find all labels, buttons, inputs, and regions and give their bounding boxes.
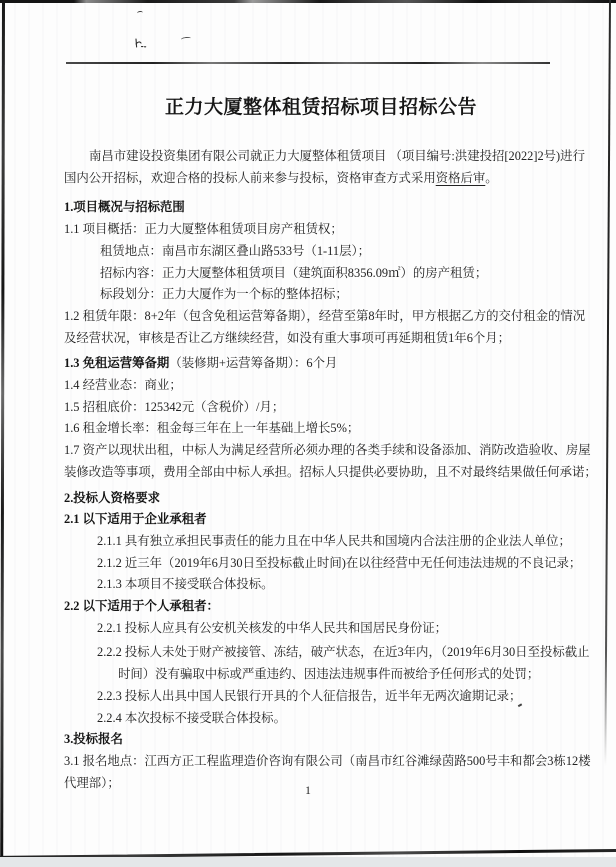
doc-line (64, 328, 556, 350)
text-segment: 装修改造等事项，费用全部由中标人承担。招标人只提供必要协助，且不对最终结果做任何承诺； (64, 464, 597, 479)
text-segment: 2.1 以下适用于企业承租者 (64, 512, 207, 527)
text-segment: 2.1.3 本项目不接受联合体投标。 (97, 577, 274, 592)
text-segment: 招标内容：正力大厦整体租赁项目（建筑面积8356.09㎡）的房产租赁； (100, 265, 488, 280)
doc-line (64, 664, 556, 686)
doc-line (64, 146, 585, 168)
doc-line (64, 488, 556, 510)
doc-line (64, 686, 556, 708)
doc-line (64, 263, 556, 285)
text-segment: 南昌市建设投资集团有限公司就正力大厦整体租赁项目 （项目编号:洪建投招[2022]2号)进行 (89, 149, 585, 163)
text-segment: 1.5 招租底价：125342元（含税价）/月； (64, 399, 285, 414)
doc-line (64, 574, 556, 596)
text-segment: 2.2.2 投标人未处于财产被接管、冻结，破产状态，在近3年内，（2019年6月30日至投标截止 (97, 645, 590, 660)
doc-line (64, 462, 597, 484)
doc-line (64, 418, 556, 440)
doc-line (64, 729, 556, 751)
text-segment: 1.3 免租运营筹备期 (64, 356, 170, 371)
scan-background-strip (0, 857, 616, 867)
underlined-text: 资格后审 (435, 170, 486, 185)
text-segment: 1.6 租金增长率：租金每三年在上一年基础上增长5%； (64, 421, 360, 436)
doc-line (64, 642, 590, 664)
text-segment: 1.7 资产以现状出租，中标人为满足经营所必须办理的各类手续和设备添加、消防改造验收、房屋 (64, 443, 591, 458)
doc-line (64, 440, 591, 462)
text-segment: 2.投标人资格要求 (64, 490, 161, 505)
text-segment: 时间）没有骗取中标或严重违约、因违法违规事件而被给予任何形式的处罚； (118, 667, 540, 682)
document-title: 正力大厦整体租赁招标项目招标公告 (164, 97, 477, 118)
doc-line (64, 197, 556, 219)
doc-line (64, 596, 556, 618)
text-segment: 1.4 经营业态：商业； (64, 378, 182, 393)
text-segment: （装修期+运营筹备期）：6个月 (169, 356, 338, 371)
text-segment: 2.1.2 近三年（2019年6月30日至投标截止时间)在以往经营中无任何违法违规的不良记录； (97, 555, 582, 570)
doc-line (64, 553, 582, 575)
text-segment: 1.2 租赁年限：8+2年（包含免租运营筹备期），经营至第8年时，甲方根据乙方的交付租金的情况 (64, 308, 586, 323)
text-segment: 租赁地点：南昌市东湖区叠山路533号（1-11层）； (100, 243, 371, 258)
text-segment: 2.2 以下适用于个人承租者： (64, 599, 219, 614)
text-segment: 标段划分：正力大厦作为一个标的整体招标； (100, 287, 348, 302)
text-segment: 2.1.1 具有独立承担民事责任的能力且在中华人民共和国境内合法注册的企业法人单位； (97, 533, 571, 548)
page-number: 1 (305, 785, 311, 797)
doc-line (64, 241, 556, 263)
text-segment: 代理部）； (64, 775, 120, 790)
scan-edge-left (0, 0, 5, 856)
scan-edge-top (0, 0, 616, 3)
doc-line (64, 168, 556, 190)
text-segment: 3.1 报名地点：江西方正工程监理造价咨询有限公司（南昌市红谷滩绿茵路500号丰和都会3栋12楼 (64, 753, 591, 768)
document-body (64, 146, 597, 794)
doc-line (64, 219, 556, 241)
text-segment: 3.投标报名 (64, 732, 123, 747)
text-segment: 1.项目概况与招标范围 (64, 200, 185, 215)
text-segment: 2.2.1 投标人应具有公安机关核发的中华人民共和国居民身份证； (97, 620, 448, 635)
scan-artifact-mark (137, 11, 143, 16)
doc-line (64, 353, 556, 375)
text-segment: 1.1 项目概括：正力大厦整体租赁项目房产租赁权； (64, 222, 343, 237)
text-segment: 2.2.4 本次投标不接受联合体投标。 (97, 710, 286, 725)
text-segment: 。 (485, 170, 498, 185)
text-segment: 及经营状况，审核是否让乙方继续经营，如没有重大事项可再延期租赁1年6个月； (64, 330, 511, 345)
doc-line (64, 509, 556, 531)
letterhead-rule (66, 62, 550, 64)
text-segment: 国内公开招标，欢迎合格的投标人前来参与投标，资格审查方式采用 (64, 170, 436, 185)
scan-artifact-scribble (134, 36, 150, 47)
doc-line (64, 375, 556, 397)
doc-line (64, 531, 571, 553)
scan-artifact-dash (181, 36, 191, 41)
doc-line (64, 306, 586, 328)
doc-line (64, 751, 591, 773)
text-segment: 2.2.3 投标人出具中国人民银行开具的个人征信报告，近半年无两次逾期记录； (97, 688, 522, 703)
doc-line (64, 708, 556, 730)
doc-line (64, 284, 556, 306)
doc-line (64, 618, 556, 640)
doc-line (64, 397, 556, 419)
